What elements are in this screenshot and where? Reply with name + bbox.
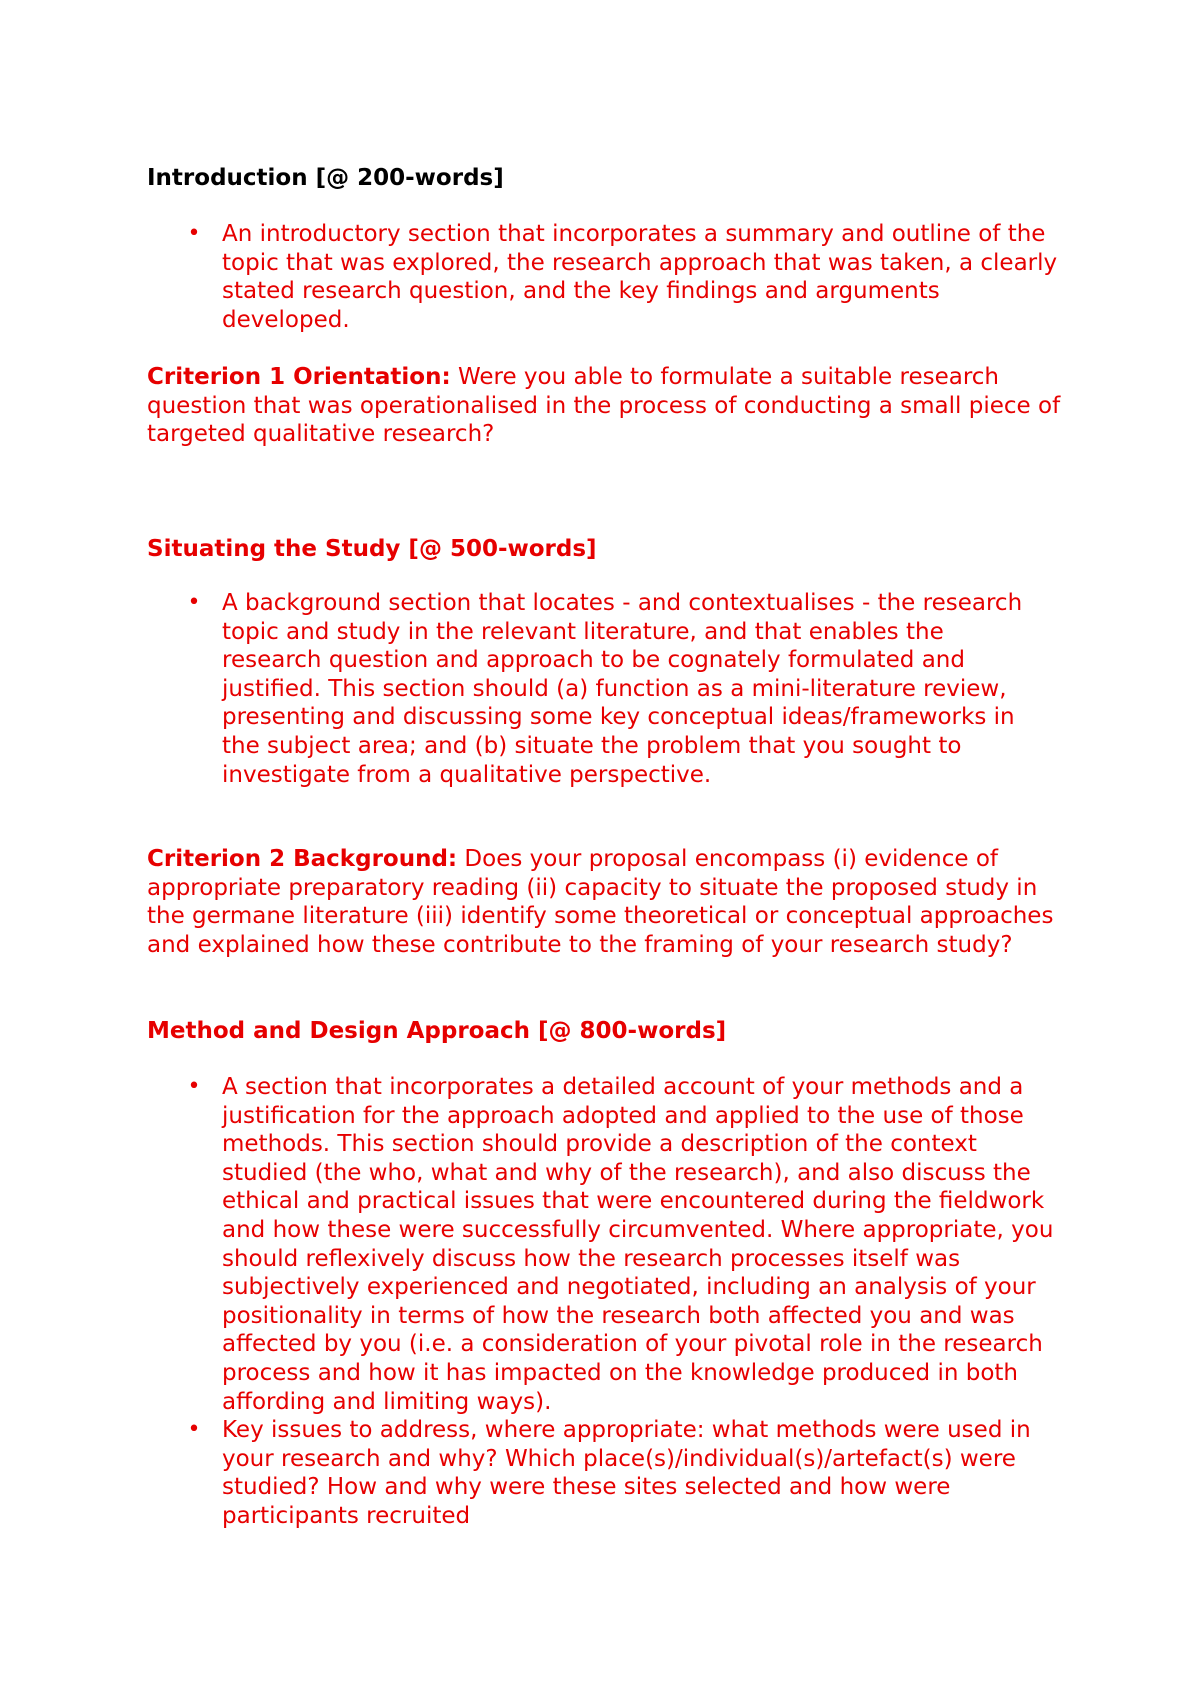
criterion-1-label: Criterion 1 Orientation:: [147, 364, 451, 390]
method-bullet-text-2: Key issues to address, where appropriate: what methods were used in your research and why? Which place(s)/individual(s)/artefact(s) were studied? How and why were these sites selected and how were participants recruited: [222, 1417, 1031, 1529]
list-item: [187, 1073, 1067, 1416]
situating-heading: Situating the Study [@ 500-words]: [147, 536, 597, 562]
method-bullet-text-1: A section that incorporates a detailed account of your methods and a justification for the approach adopted and applied to the use of those methods. This section should provide a description of the context studied (the who, what and why of the research), and also discuss the ethical and practical issues that were encountered during the fieldwork and how these were successfully circumvented. Where appropriate, you should reflexively discuss how the research processes itself was subjectively experienced and negotiated, including an analysis of your positionality in terms of how the research both affected you and was affected by you (i.e. a consideration of your pivotal role in the research process and how it has impacted on the knowledge produced in both affording and limiting ways).: [222, 1074, 1054, 1415]
method-heading: Method and Design Approach [@ 800-words]: [147, 1018, 727, 1044]
situating-bullet-list: [187, 589, 1037, 789]
list-item: [187, 1416, 1067, 1530]
criterion-2-text: Does your proposal encompass (i) evidence of appropriate preparatory reading (ii) capacity to situate the proposed study in the germane literature (iii) identify some theoretical or conceptual approaches and explained how these contribute to the framing of your research study?: [147, 846, 1054, 958]
method-bullet-list: [187, 1073, 1067, 1531]
bullet-dot-icon: •: [187, 1074, 201, 1099]
intro-bullet-text: An introductory section that incorporates a summary and outline of the topic that was explored, the research approach that was taken, a clearly stated research question, and the key findings and arguments developed.: [222, 221, 1058, 333]
criterion-2-paragraph: [147, 845, 1082, 959]
list-item: [187, 589, 1037, 789]
bullet-dot-icon: •: [187, 221, 201, 246]
criterion-1-paragraph: [147, 363, 1077, 449]
criterion-1-text: Were you able to formulate a suitable research question that was operationalised in the process of conducting a small piece of targeted qualitative research?: [147, 364, 1061, 448]
list-item: [187, 220, 1062, 334]
bullet-dot-icon: •: [187, 1417, 201, 1443]
intro-heading: Introduction [@ 200-words]: [147, 165, 504, 191]
intro-bullet-list: [187, 220, 1062, 334]
situating-bullet-text: A background section that locates - and contextualises - the research topic and study in the relevant literature, and that enables the research question and approach to be cognately formulated and justified. This section should (a) function as a mini-literature review, presenting and discussing some key conceptual ideas/frameworks in the subject area; and (b) situate the problem that you sought to investigate from a qualitative perspective.: [222, 590, 1023, 788]
bullet-dot-icon: •: [187, 590, 201, 615]
criterion-2-label: Criterion 2 Background:: [147, 846, 458, 872]
